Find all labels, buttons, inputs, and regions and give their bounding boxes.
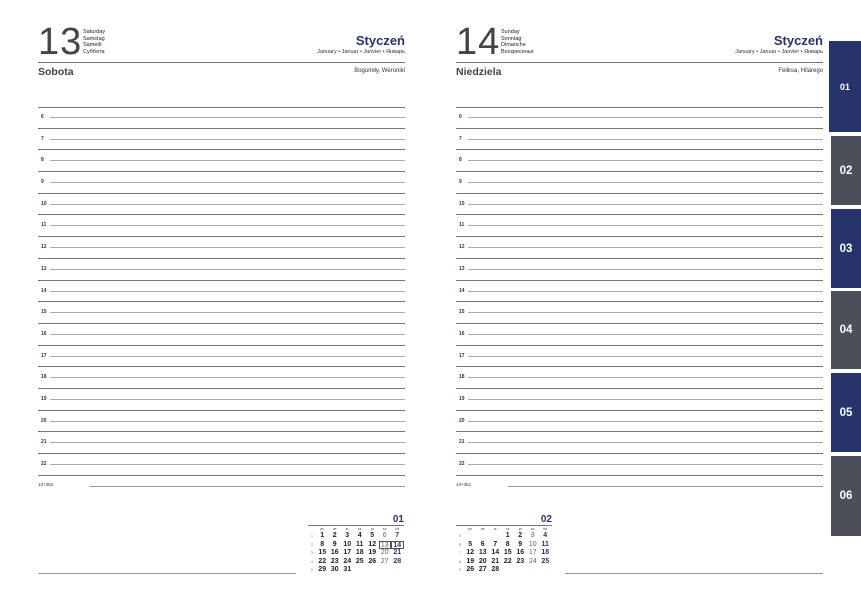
calendar-week-number: 5	[311, 568, 313, 572]
calendar-week-number: 5	[459, 534, 461, 538]
hour-label: 17	[459, 352, 465, 359]
hour-row[interactable]	[38, 302, 405, 324]
half-hour-line	[468, 291, 823, 292]
tab-label: 02	[839, 164, 853, 177]
hour-label: 16	[41, 330, 47, 337]
hour-row[interactable]	[38, 324, 405, 346]
hour-label: 18	[41, 374, 47, 381]
right-page	[456, 0, 823, 600]
calendar-day	[539, 566, 552, 575]
hour-row[interactable]	[456, 194, 823, 216]
header-divider	[38, 62, 405, 63]
calendar-day: 15	[318, 549, 327, 556]
hour-label: 10	[459, 200, 465, 207]
weekday-label: Sobota	[38, 66, 74, 78]
calendar-day: 3	[345, 532, 350, 539]
calendar-weekday-header: pt	[518, 527, 522, 531]
calendar-day: 13	[478, 549, 487, 556]
half-hour-line	[50, 421, 405, 422]
note-line	[565, 573, 823, 574]
calendar-day	[464, 532, 477, 541]
calendar-day: 3	[530, 532, 535, 539]
calendar-day: 10	[528, 540, 537, 548]
hour-label: 21	[41, 439, 47, 446]
tab-month-04[interactable]	[831, 291, 861, 369]
calendar-grid	[456, 527, 552, 575]
calendar-divider	[308, 525, 404, 526]
calendar-day: 6	[382, 532, 387, 539]
hour-label: 21	[459, 439, 465, 446]
half-hour-line	[50, 160, 405, 161]
tab-month-03[interactable]	[831, 209, 861, 288]
calendar-day: 12	[368, 540, 377, 548]
calendar-day: 14	[491, 549, 500, 556]
month-subtitle: January • Januar • Janvier • Январь	[317, 49, 405, 55]
hour-label: 10	[41, 200, 47, 207]
hour-row[interactable]	[456, 259, 823, 281]
hour-row[interactable]	[456, 324, 823, 346]
hour-row[interactable]	[456, 432, 823, 454]
tab-label: 03	[839, 242, 853, 255]
hour-label: 16	[459, 330, 465, 337]
hour-row[interactable]	[456, 367, 823, 389]
nameday-label: Feliksa, Hilarego	[778, 68, 823, 74]
note-line	[38, 573, 296, 574]
hour-label: 7	[41, 135, 44, 142]
calendar-day: 26	[368, 557, 377, 565]
hour-row[interactable]	[456, 172, 823, 194]
half-hour-line	[468, 464, 823, 465]
calendar-day: 8	[320, 540, 325, 548]
half-hour-line	[468, 334, 823, 335]
half-hour-line	[468, 204, 823, 205]
calendar-weekday-header: śr	[345, 527, 349, 531]
half-hour-line	[50, 399, 405, 400]
calendar-day: 21	[393, 549, 402, 556]
month-subtitle: January • Januar • Janvier • Январь	[735, 49, 823, 55]
hour-row[interactable]	[456, 129, 823, 151]
calendar-weekday-header: wt	[481, 527, 485, 531]
month-title: Styczeń	[355, 33, 405, 48]
hour-label: 6	[459, 114, 462, 120]
hour-row[interactable]	[38, 281, 405, 303]
half-hour-line	[468, 442, 823, 443]
weekday-label: Niedziela	[456, 66, 502, 78]
month-title: Styczeń	[773, 33, 823, 48]
half-hour-line	[50, 182, 405, 183]
hour-label: 22	[459, 461, 465, 467]
calendar-day: 10	[343, 540, 352, 548]
day-name-fr: Samedi	[83, 42, 102, 48]
day-counter: 14+351	[456, 482, 472, 487]
half-hour-line	[50, 139, 405, 140]
calendar-week-number: 8	[459, 559, 461, 564]
hour-label: 15	[41, 309, 47, 316]
hour-line	[456, 475, 823, 476]
calendar-month-number: 01	[392, 514, 404, 525]
calendar-day: 29	[318, 566, 327, 573]
calendar-day: 20	[380, 549, 389, 556]
hour-label: 9	[459, 179, 462, 186]
calendar-day: 16	[330, 549, 339, 556]
day-counter: 13+352	[38, 482, 54, 487]
hour-row[interactable]	[38, 172, 405, 194]
calendar-weekday-header: wt	[333, 527, 337, 531]
day-names	[83, 29, 105, 55]
calendar-day: 30	[330, 566, 339, 573]
tab-label: 05	[839, 406, 853, 419]
calendar-weekday-header: cz	[358, 527, 362, 531]
half-hour-line	[468, 377, 823, 378]
calendar-day: 20	[478, 557, 487, 565]
header-divider	[456, 62, 823, 63]
half-hour-line	[468, 356, 823, 357]
calendar-day: 7	[395, 532, 400, 539]
calendar-week-number: 9	[459, 568, 461, 572]
nameday-label: Bogumiły, Weroniki	[354, 68, 405, 74]
calendar-week-number: 6	[459, 542, 461, 547]
calendar-day: 4	[357, 532, 362, 539]
calendar-day	[514, 566, 527, 575]
calendar-day: 4	[543, 532, 548, 539]
calendar-divider	[456, 525, 552, 526]
calendar-day: 23	[516, 557, 525, 565]
hour-label: 8	[41, 157, 44, 164]
calendar-weekday-header: so	[530, 527, 535, 531]
calendar-grid	[308, 527, 404, 575]
hour-label: 12	[41, 244, 47, 251]
hour-lines	[38, 107, 405, 476]
calendar-day	[366, 566, 379, 575]
calendar-week-number: 3	[311, 551, 313, 555]
calendar-day: 22	[318, 557, 327, 565]
half-hour-line	[50, 442, 405, 443]
calendar-weekday-header: so	[382, 527, 387, 531]
tab-label: 04	[839, 324, 853, 336]
hour-row[interactable]	[38, 346, 405, 368]
hour-row[interactable]	[38, 194, 405, 216]
hour-label: 14	[41, 287, 47, 294]
tab-month-02[interactable]	[831, 136, 861, 205]
half-hour-line	[50, 117, 405, 118]
calendar-day	[391, 566, 404, 575]
hour-label: 20	[41, 417, 47, 424]
calendar-week-number: 2	[311, 542, 313, 547]
calendar-weekday-header: pt	[370, 527, 374, 531]
calendar-day: 25	[541, 557, 550, 565]
tab-month-01[interactable]	[829, 41, 861, 132]
calendar-weekday-header: nd	[543, 527, 548, 531]
calendar-week-number: 1	[311, 534, 313, 538]
half-hour-line	[468, 139, 823, 140]
hour-row[interactable]	[38, 367, 405, 389]
calendar-day: 5	[370, 532, 375, 539]
hour-row[interactable]	[38, 411, 405, 433]
calendar-day: 1	[505, 532, 510, 539]
hour-label: 6	[41, 114, 44, 120]
hour-label: 8	[459, 157, 462, 164]
hour-row[interactable]	[456, 107, 823, 129]
calendar-day: 22	[503, 557, 512, 565]
calendar-day	[354, 566, 367, 575]
half-hour-line	[468, 399, 823, 400]
writing-line	[508, 486, 823, 487]
hour-label: 11	[459, 222, 465, 229]
hour-row[interactable]	[38, 237, 405, 259]
calendar-day: 5	[468, 540, 473, 548]
calendar-day: 18	[541, 549, 550, 556]
hour-row[interactable]	[456, 389, 823, 411]
calendar-day: 12	[466, 549, 475, 556]
calendar-day: 19	[368, 549, 377, 556]
tab-month-06[interactable]	[831, 456, 861, 536]
day-name-en: Sunday	[501, 29, 520, 35]
calendar-day: 26	[466, 566, 475, 573]
calendar-day: 28	[393, 557, 402, 565]
calendar-day: 7	[493, 540, 498, 548]
calendar-day: 16	[516, 549, 525, 556]
hour-row[interactable]	[38, 150, 405, 172]
half-hour-line	[50, 204, 405, 205]
hour-label: 14	[459, 287, 465, 294]
calendar-day: 11	[356, 540, 364, 548]
hour-row[interactable]	[456, 150, 823, 172]
calendar-day	[489, 532, 502, 541]
hour-label: 22	[41, 461, 47, 467]
hour-row[interactable]	[456, 215, 823, 237]
hour-lines	[456, 107, 823, 476]
calendar-day: 24	[528, 557, 537, 565]
calendar-weekday-header: pn	[320, 527, 325, 531]
hour-label: 15	[459, 309, 465, 316]
hour-row[interactable]	[38, 454, 405, 476]
day-names	[501, 29, 534, 55]
hour-label: 13	[459, 265, 465, 272]
hour-label: 12	[459, 244, 465, 251]
tab-label: 01	[839, 81, 850, 92]
hour-row[interactable]	[456, 454, 823, 476]
half-hour-line	[50, 247, 405, 248]
day-name-ru: Суббота	[83, 48, 105, 55]
calendar-day: 27	[478, 566, 487, 573]
calendar-weekday-header: nd	[395, 527, 400, 531]
calendar-day: 27	[380, 557, 389, 565]
calendar-day: 28	[491, 566, 500, 573]
hour-label: 7	[459, 135, 462, 142]
calendar-day	[379, 566, 392, 575]
calendar-month-number: 02	[540, 514, 552, 525]
day-name-de: Sonntag	[501, 35, 522, 42]
tab-month-05[interactable]	[831, 373, 861, 452]
calendar-day: 2	[518, 532, 523, 539]
calendar-day: 8	[505, 540, 510, 548]
half-hour-line	[468, 225, 823, 226]
half-hour-line	[468, 182, 823, 183]
calendar-week-number: 7	[459, 551, 461, 555]
hour-row[interactable]	[456, 411, 823, 433]
calendar-day: 13	[379, 541, 392, 550]
hour-row[interactable]	[38, 129, 405, 151]
calendar-week-number: 4	[311, 559, 313, 564]
calendar-day: 18	[355, 549, 364, 556]
half-hour-line	[468, 117, 823, 118]
calendar-day	[502, 566, 515, 575]
calendar-weekday-header: śr	[493, 527, 497, 531]
calendar-day	[527, 566, 540, 575]
hour-row[interactable]	[38, 259, 405, 281]
hour-label: 18	[459, 374, 465, 381]
tab-label: 06	[839, 490, 853, 502]
hour-line	[38, 475, 405, 476]
half-hour-line	[468, 269, 823, 270]
calendar-day: 17	[528, 549, 537, 556]
hour-label: 17	[41, 352, 47, 359]
hour-row[interactable]	[38, 107, 405, 129]
calendar-day: 31	[343, 566, 352, 573]
calendar-day: 21	[491, 557, 500, 565]
hour-label: 9	[41, 179, 44, 186]
day-name-ru: Воскресенье	[501, 48, 534, 55]
calendar-day	[477, 532, 490, 541]
half-hour-line	[468, 160, 823, 161]
half-hour-line	[468, 247, 823, 248]
half-hour-line	[50, 334, 405, 335]
day-number: 14	[456, 21, 501, 63]
calendar-day: 1	[320, 532, 325, 539]
hour-label: 11	[41, 222, 47, 229]
half-hour-line	[468, 421, 823, 422]
calendar-day: 2	[332, 532, 337, 539]
calendar-weekday-header: pn	[468, 527, 473, 531]
calendar-day: 19	[466, 557, 475, 565]
calendar-day: 24	[343, 557, 352, 565]
writing-line	[90, 486, 405, 487]
left-page	[38, 0, 405, 600]
hour-row[interactable]	[456, 302, 823, 324]
hour-label: 20	[459, 417, 465, 424]
half-hour-line	[50, 464, 405, 465]
hour-row[interactable]	[38, 432, 405, 454]
hour-row[interactable]	[456, 237, 823, 259]
calendar-day: 6	[480, 540, 485, 548]
calendar-day: 23	[330, 557, 339, 565]
day-name-en: Saturday	[83, 29, 106, 35]
calendar-weekday-header: cz	[506, 527, 510, 531]
calendar-day: 9	[332, 540, 337, 548]
hour-label: 13	[41, 265, 47, 272]
hour-row[interactable]	[456, 346, 823, 368]
hour-row[interactable]	[38, 389, 405, 411]
day-number: 13	[38, 21, 83, 63]
day-name-fr: Dimanche	[501, 42, 526, 48]
half-hour-line	[50, 312, 405, 313]
half-hour-line	[50, 291, 405, 292]
calendar-day: 25	[355, 557, 364, 565]
hour-label: 19	[459, 395, 465, 402]
half-hour-line	[50, 356, 405, 357]
calendar-day: 9	[518, 540, 523, 548]
hour-row[interactable]	[456, 281, 823, 303]
half-hour-line	[50, 377, 405, 378]
hour-row[interactable]	[38, 215, 405, 237]
half-hour-line	[50, 225, 405, 226]
calendar-day: 17	[343, 549, 352, 556]
day-name-de: Samstag	[83, 35, 105, 42]
calendar-day: 15	[503, 549, 512, 556]
half-hour-line	[468, 312, 823, 313]
calendar-day: 11	[541, 540, 549, 548]
half-hour-line	[50, 269, 405, 270]
hour-label: 19	[41, 395, 47, 402]
calendar-day: 14	[391, 541, 404, 550]
